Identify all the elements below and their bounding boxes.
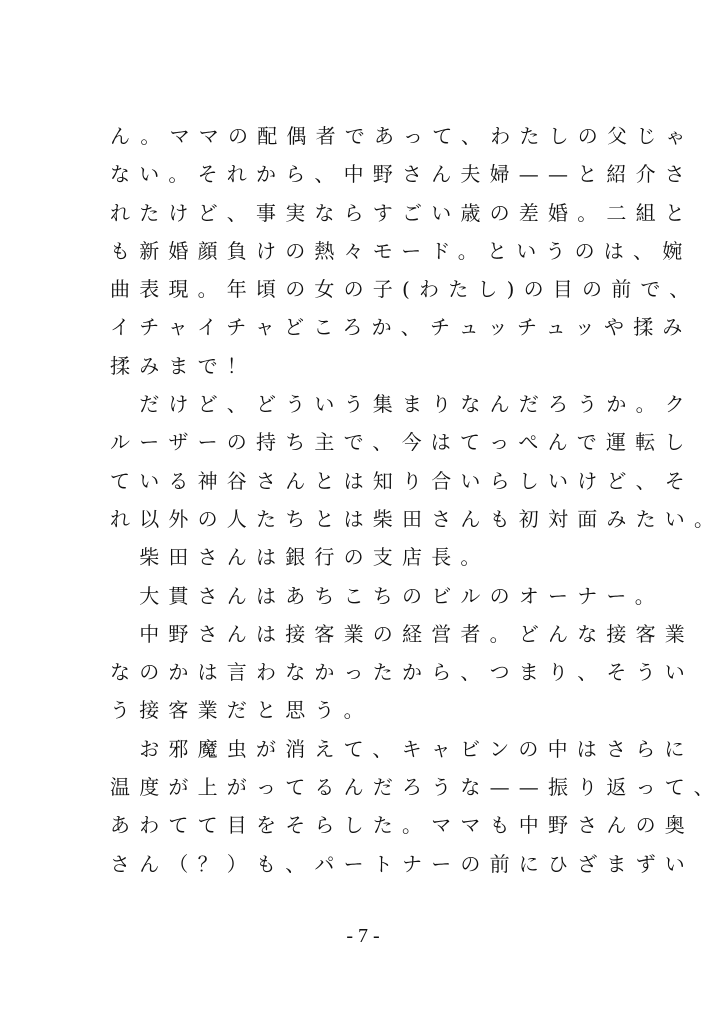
text-line: イチャイチャどころか、チュッチュッや揉み [110, 315, 692, 340]
page-number: - 7 - [346, 925, 380, 947]
text-line: 温度が上がってるんだろうな——振り返って、 [110, 775, 723, 800]
text-line: う接客業だと思う。 [110, 698, 373, 723]
text-line: だけど、どういう集まりなんだろうか。ク [110, 392, 694, 417]
text-line: さん（？）も、パートナーの前にひざまずい [110, 851, 694, 876]
text-line: ている神谷さんとは知り合いらしいけど、そ [110, 468, 694, 493]
text-line: も新婚顔負けの熱々モード。というのは、婉 [110, 238, 692, 263]
text-line: 曲表現。年頃の女の子(わたし)の目の前で、 [110, 277, 699, 302]
text-line: 中野さんは接客業の経営者。どんな接客業 [110, 621, 694, 646]
text-line: ん。ママの配偶者であって、わたしの父じゃ [110, 124, 695, 148]
text-line: 大貫さんはあちこちのビルのオーナー。 [110, 583, 664, 608]
text-line: 揉みまで！ [110, 353, 256, 378]
text-line: れ以外の人たちとは柴田さんも初対面みたい。 [110, 506, 724, 531]
text-line: ない。それから、中野さん夫婦——と紹介さ [110, 162, 694, 187]
body-text [110, 117, 724, 883]
text-line: ルーザーの持ち主で、今はてっぺんで運転し [110, 430, 694, 455]
text-line: 柴田さんは銀行の支店長。 [110, 545, 490, 570]
text-line: お邪魔虫が消えて、キャビンの中はさらに [110, 736, 694, 761]
text-line: れたけど、事実ならすごい歳の差婚。二組と [110, 200, 694, 225]
text-line: あわてて目をそらした。ママも中野さんの奥 [110, 813, 694, 838]
text-line: なのかは言わなかったから、つまり、そうい [110, 660, 694, 685]
